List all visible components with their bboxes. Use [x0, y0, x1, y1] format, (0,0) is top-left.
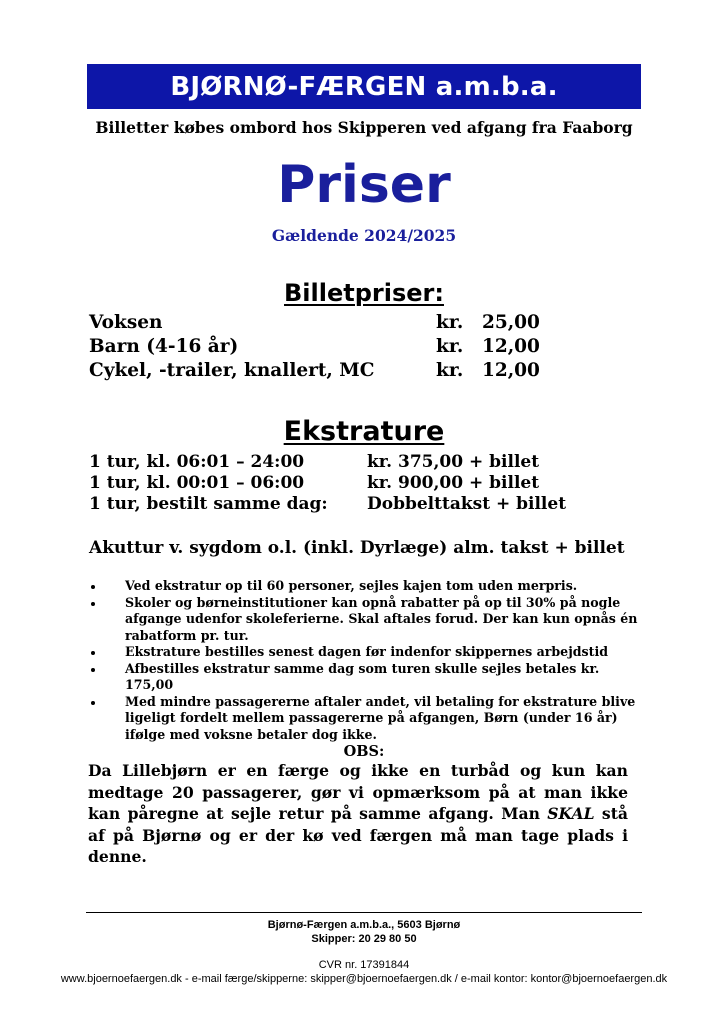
- obs-heading: OBS:: [343, 743, 385, 760]
- obs-paragraph: [88, 760, 628, 868]
- price-label-adult: Voksen: [89, 312, 163, 333]
- price-currency-child: kr.: [436, 336, 464, 357]
- company-banner: [87, 64, 641, 109]
- emergency-trip-note: Akuttur v. sygdom o.l. (inkl. Dyrlæge) alm. takst + billet: [89, 538, 625, 558]
- obs-text-before: Da Lillebjørn er en færge og ikke en turbåd og kun kan medtage 20 passagerer, gør vi opmærksom på at man ikke kan påregne at sejle retur på samme afgang. Man: [88, 761, 628, 823]
- extra-trips-heading: Ekstrature: [283, 416, 445, 447]
- obs-emphasis: SKAL: [547, 804, 595, 823]
- obs-text-after: stå af på Bjørnø og er der kø ved færgen må man tage plads i denne.: [88, 804, 629, 866]
- ticket-prices-heading: Billetpriser:: [284, 279, 444, 307]
- list-item: Afbestilles ekstratur samme dag som turen skulle sejles betales kr. 175,00: [88, 661, 643, 694]
- extra-trip-label-day: 1 tur, kl. 06:01 – 24:00: [89, 452, 305, 472]
- list-item: Med mindre passagererne aftaler andet, vil betaling for ekstrature blive ligeligt fordelt mellem passagererne på afgangen, Børn (under 16 år) ifølge med voksne betaler dog ikke.: [88, 694, 643, 744]
- company-name: BJØRNØ-FÆRGEN a.m.b.a.: [170, 71, 558, 102]
- price-label-bike: Cykel, -trailer, knallert, MC: [89, 360, 375, 381]
- price-value-child: 12,00: [482, 336, 540, 357]
- extra-trip-price-night: kr. 900,00 + billet: [367, 473, 540, 493]
- price-value-adult: 25,00: [482, 312, 540, 333]
- list-item: Ved ekstratur op til 60 personer, sejles kajen tom uden merpris.: [88, 578, 643, 595]
- footer-skipper-phone: Skipper: 20 29 80 50: [311, 933, 417, 945]
- price-label-child: Barn (4-16 år): [89, 336, 239, 357]
- footer-divider: [86, 912, 642, 913]
- list-item: Skoler og børneinstitutioner kan opnå rabatter på op til 30% på nogle afgange udenfor skoleferierne. Skal aftales forud. Der kan kun opnås én rabatform pr. tur.: [88, 595, 643, 645]
- price-currency-bike: kr.: [436, 360, 464, 381]
- ticket-info: Billetter købes ombord hos Skipperen ved afgang fra Faaborg: [95, 118, 633, 137]
- extra-trip-label-sameday: 1 tur, bestilt samme dag:: [89, 494, 328, 514]
- terms-list: [88, 578, 643, 743]
- price-currency-adult: kr.: [436, 312, 464, 333]
- extra-trip-price-day: kr. 375,00 + billet: [367, 452, 540, 472]
- extra-trip-price-sameday: Dobbelttakst + billet: [367, 494, 567, 514]
- valid-period: Gældende 2024/2025: [271, 226, 457, 245]
- page-title: Priser: [277, 155, 451, 215]
- list-item: Ekstrature bestilles senest dagen før indenfor skippernes arbejdstid: [88, 644, 643, 661]
- footer-company: Bjørnø-Færgen a.m.b.a., 5603 Bjørnø: [267, 919, 461, 931]
- footer-contact: www.bjoernoefaergen.dk - e-mail færge/skipperne: skipper@bjoernoefaergen.dk / e-mail kontor: kontor@bjoernoefaergen.dk: [60, 973, 668, 985]
- footer-cvr: CVR nr. 17391844: [318, 959, 410, 971]
- price-value-bike: 12,00: [482, 360, 540, 381]
- extra-trip-label-night: 1 tur, kl. 00:01 – 06:00: [89, 473, 305, 493]
